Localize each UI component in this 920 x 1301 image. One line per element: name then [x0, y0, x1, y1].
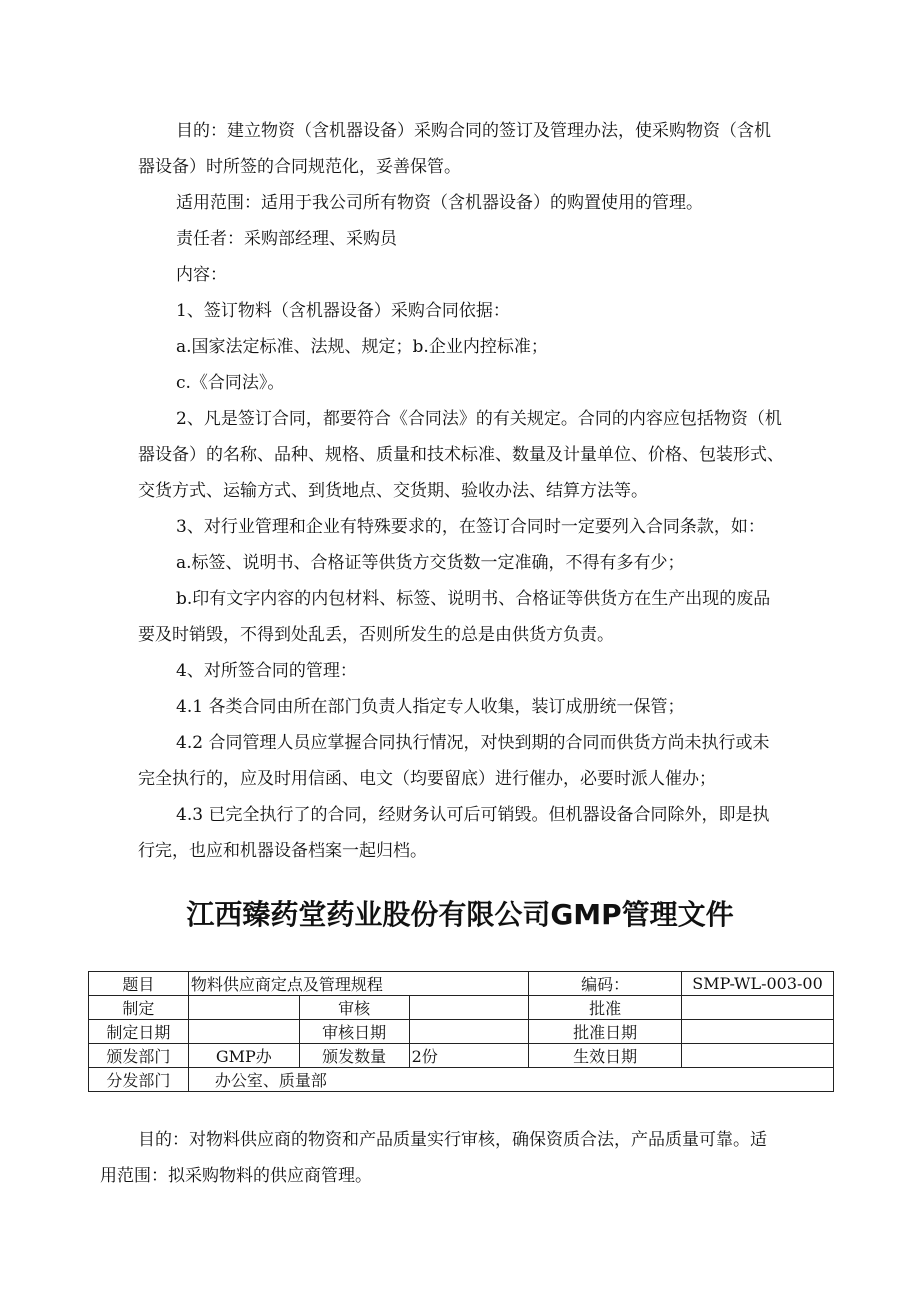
- paragraph: [138, 545, 834, 581]
- review-date-label: 审核日期: [299, 1020, 409, 1044]
- issue-dept-value: GMP办: [188, 1044, 299, 1068]
- text-line: 适用范围：适用于我公司所有物资（含机器设备）的购置使用的管理。: [176, 193, 703, 213]
- text-line: a.国家法定标准、法规、规定；b.企业内控标准；: [176, 337, 548, 357]
- paragraph: [138, 185, 834, 221]
- topic-label: 题目: [89, 972, 189, 996]
- text-line: 要及时销毁，不得到处乱丢，否则所发生的总是由供货方负责。: [138, 625, 614, 645]
- text-line: 3、对行业管理和企业有特殊要求的，在签订合同时一定要列入合同条款，如：: [176, 517, 765, 537]
- paragraph: [138, 581, 834, 653]
- effective-date-label: 生效日期: [529, 1044, 682, 1068]
- document-header-table: [88, 971, 834, 1092]
- topic-value: 物料供应商定点及管理规程: [188, 972, 528, 996]
- table-row: [89, 1068, 834, 1092]
- dist-dept-label: 分发部门: [89, 1068, 189, 1092]
- document-title: 江西臻药堂药业股份有限公司GMP管理文件: [186, 898, 734, 931]
- code-label: 编码：: [529, 972, 682, 996]
- paragraph: [138, 797, 834, 869]
- table-row: [89, 972, 834, 996]
- text-line: 目的：建立物资（含机器设备）采购合同的签订及管理办法，使采购物资（含机: [176, 121, 771, 141]
- text-line: 交货方式、运输方式、到货地点、交货期、验收办法、结算方法等。: [138, 481, 648, 501]
- review-label: 审核: [299, 996, 409, 1020]
- text-line: 4.3 已完全执行了的合同，经财务认可后可销毁。但机器设备合同除外，即是执: [176, 805, 770, 825]
- text-line: 用范围：拟采购物料的供应商管理。: [100, 1166, 372, 1186]
- text-line: 4.1 各类合同由所在部门负责人指定专人收集，装订成册统一保管；: [176, 697, 685, 717]
- text-line: 目的：对物料供应商的物资和产品质量实行审核，确保资质合法，产品质量可靠。适: [138, 1130, 767, 1150]
- approve-date-label: 批准日期: [529, 1020, 682, 1044]
- paragraph: [138, 293, 834, 329]
- paragraph: [138, 725, 834, 797]
- text-line: 内容：: [176, 265, 227, 285]
- paragraph: [138, 401, 834, 509]
- text-line: c.《合同法》。: [176, 373, 285, 393]
- made-label: 制定: [89, 996, 189, 1020]
- text-line: 2、凡是签订合同，都要符合《合同法》的有关规定。合同的内容应包括物资（机: [176, 409, 782, 429]
- text-line: 行完，也应和机器设备档案一起归档。: [138, 841, 427, 861]
- paragraph: [138, 653, 834, 689]
- review-value: [409, 996, 529, 1020]
- dist-dept-value: 办公室、质量部: [188, 1068, 833, 1092]
- made-date-value: [188, 1020, 299, 1044]
- text-line: 器设备）时所签的合同规范化，妥善保管。: [138, 157, 461, 177]
- issue-qty-label: 颁发数量: [299, 1044, 409, 1068]
- paragraph: [138, 689, 834, 725]
- text-line: b.印有文字内容的内包材料、标签、说明书、合格证等供货方在生产出现的废品: [176, 589, 771, 609]
- paragraph: [138, 365, 834, 401]
- paragraph: [138, 221, 834, 257]
- text-line: 1、签订物料（含机器设备）采购合同依据：: [176, 301, 510, 321]
- made-date-label: 制定日期: [89, 1020, 189, 1044]
- table-row: [89, 1020, 834, 1044]
- code-value: SMP-WL-003-00: [682, 972, 834, 996]
- text-line: 完全执行的，应及时用信函、电文（均要留底）进行催办，必要时派人催办；: [138, 769, 716, 789]
- paragraph: [138, 509, 834, 545]
- review-date-value: [409, 1020, 529, 1044]
- table-row: [89, 996, 834, 1020]
- paragraph: [100, 1122, 834, 1194]
- text-line: 4.2 合同管理人员应掌握合同执行情况，对快到期的合同而供货方尚未执行或未: [176, 733, 770, 753]
- effective-date-value: [682, 1044, 834, 1068]
- issue-qty-value: 2份: [409, 1044, 529, 1068]
- text-line: 器设备）的名称、品种、规格、质量和技术标准、数量及计量单位、价格、包装形式、: [138, 445, 784, 465]
- issue-dept-label: 颁发部门: [89, 1044, 189, 1068]
- table-row: [89, 1044, 834, 1068]
- approve-label: 批准: [529, 996, 682, 1020]
- paragraph: [138, 113, 834, 185]
- made-value: [188, 996, 299, 1020]
- text-line: a.标签、说明书、合格证等供货方交货数一定准确，不得有多有少；: [176, 553, 685, 573]
- paragraph: [138, 257, 834, 293]
- text-line: 4、对所签合同的管理：: [176, 661, 357, 681]
- approve-value: [682, 996, 834, 1020]
- paragraph: [138, 329, 834, 365]
- approve-date-value: [682, 1020, 834, 1044]
- text-line: 责任者：采购部经理、采购员: [176, 229, 397, 249]
